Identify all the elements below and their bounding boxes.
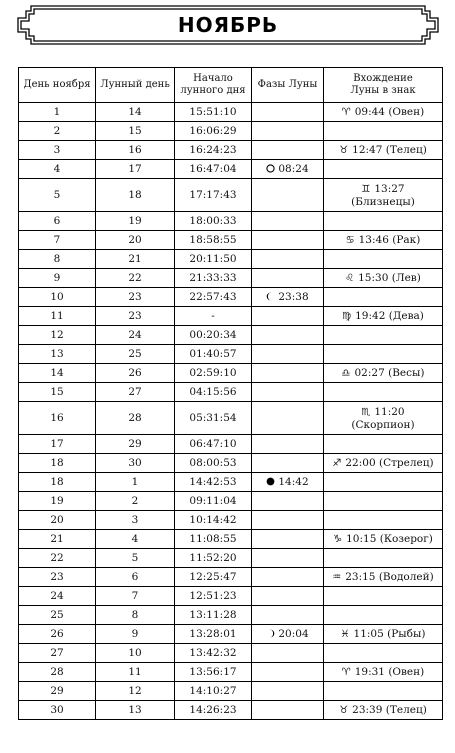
cell-start-time: 09:11:04 (175, 492, 252, 511)
full-moon-icon (266, 164, 275, 173)
sign-name: (Водолей) (378, 570, 434, 583)
cell-start-time: 13:56:17 (175, 663, 252, 682)
sign-name: (Рак) (392, 233, 421, 246)
cell-start-time: 16:24:23 (175, 141, 252, 160)
cell-day: 7 (19, 231, 96, 250)
cell-day: 4 (19, 160, 96, 179)
cell-day: 14 (19, 364, 96, 383)
cell-day: 15 (19, 383, 96, 402)
cell-lunar-day: 1 (96, 473, 175, 492)
table-row (19, 179, 443, 212)
cell-lunar-day: 17 (96, 160, 175, 179)
cell-start-time: - (175, 307, 252, 326)
cell-day: 8 (19, 250, 96, 269)
cell-lunar-day: 11 (96, 663, 175, 682)
table-row (19, 141, 443, 160)
cell-day: 23 (19, 568, 96, 587)
header-moon-sign (324, 68, 443, 103)
header-row (19, 68, 443, 103)
cell-moon-phase (252, 435, 324, 454)
cell-start-time: 17:17:43 (175, 179, 252, 212)
cell-moon-sign (324, 644, 443, 663)
cell-moon-phase (252, 250, 324, 269)
sign-name: (Скорпион) (351, 418, 415, 431)
cell-moon-sign (324, 103, 443, 122)
sign-entry-time: 11:20 (374, 405, 405, 418)
cell-start-time: 01:40:57 (175, 345, 252, 364)
table-row (19, 511, 443, 530)
zodiac-sign-icon: ♍ (342, 310, 352, 322)
cell-start-time: 13:28:01 (175, 625, 252, 644)
cell-start-time: 15:51:10 (175, 103, 252, 122)
cell-moon-sign (324, 212, 443, 231)
cell-start-time: 12:25:47 (175, 568, 252, 587)
cell-day: 25 (19, 606, 96, 625)
sign-entry-time: 11:05 (353, 627, 384, 640)
zodiac-sign-icon: ♈ (341, 666, 351, 678)
cell-moon-phase (252, 682, 324, 701)
cell-start-time: 10:14:42 (175, 511, 252, 530)
sign-entry-time: 09:44 (354, 105, 385, 118)
cell-moon-phase (252, 364, 324, 383)
cell-day: 2 (19, 122, 96, 141)
zodiac-sign-icon: ♏ (361, 406, 371, 418)
cell-lunar-day: 14 (96, 103, 175, 122)
table-body (19, 103, 443, 720)
cell-day: 13 (19, 345, 96, 364)
cell-lunar-day: 18 (96, 179, 175, 212)
sign-entry-time: 12:47 (352, 143, 383, 156)
cell-start-time: 22:57:43 (175, 288, 252, 307)
sign-name: (Козерог) (379, 532, 433, 545)
table-row (19, 212, 443, 231)
table-row (19, 160, 443, 179)
table-row (19, 288, 443, 307)
cell-lunar-day: 4 (96, 530, 175, 549)
phase-time: 20:04 (278, 628, 309, 640)
cell-day: 1 (19, 103, 96, 122)
header-day: День ноября (19, 68, 96, 103)
cell-start-time: 00:20:34 (175, 326, 252, 345)
cell-moon-phase (252, 492, 324, 511)
cell-start-time: 21:33:33 (175, 269, 252, 288)
cell-lunar-day: 5 (96, 549, 175, 568)
sign-name: (Телец) (385, 703, 427, 716)
cell-lunar-day: 22 (96, 269, 175, 288)
cell-lunar-day: 19 (96, 212, 175, 231)
cell-day: 19 (19, 492, 96, 511)
sign-entry-time: 10:15 (346, 532, 377, 545)
cell-start-time: 14:26:23 (175, 701, 252, 720)
table-row (19, 454, 443, 473)
cell-lunar-day: 23 (96, 288, 175, 307)
table-row (19, 663, 443, 682)
cell-moon-phase (252, 160, 324, 179)
cell-day: 20 (19, 511, 96, 530)
zodiac-sign-icon: ♎ (341, 367, 351, 379)
sign-entry-time: 13:27 (374, 182, 405, 195)
cell-start-time: 12:51:23 (175, 587, 252, 606)
zodiac-sign-icon: ♈ (341, 106, 351, 118)
cell-moon-phase (252, 701, 324, 720)
cell-moon-sign (324, 492, 443, 511)
cell-lunar-day: 6 (96, 568, 175, 587)
cell-moon-phase (252, 454, 324, 473)
table-row (19, 606, 443, 625)
new-moon-icon (266, 477, 275, 486)
cell-start-time: 02:59:10 (175, 364, 252, 383)
cell-lunar-day: 8 (96, 606, 175, 625)
cell-start-time: 13:42:32 (175, 644, 252, 663)
table-row (19, 364, 443, 383)
cell-lunar-day: 13 (96, 701, 175, 720)
cell-lunar-day: 15 (96, 122, 175, 141)
header-lunar-day: Лунный день (96, 68, 175, 103)
cell-moon-phase (252, 345, 324, 364)
cell-moon-sign (324, 568, 443, 587)
cell-moon-sign (324, 701, 443, 720)
zodiac-sign-icon: ♒ (332, 571, 342, 583)
cell-start-time: 14:10:27 (175, 682, 252, 701)
sign-name: (Лев) (391, 271, 421, 284)
table-row (19, 383, 443, 402)
table-row (19, 530, 443, 549)
cell-moon-phase (252, 141, 324, 160)
title-banner (17, 5, 439, 45)
cell-start-time: 18:58:55 (175, 231, 252, 250)
cell-moon-sign (324, 511, 443, 530)
table-row (19, 549, 443, 568)
cell-start-time: 13:11:28 (175, 606, 252, 625)
cell-moon-sign (324, 288, 443, 307)
table-row (19, 269, 443, 288)
first-quarter-icon (266, 629, 275, 638)
cell-lunar-day: 29 (96, 435, 175, 454)
phase-time: 08:24 (278, 163, 309, 175)
cell-moon-phase (252, 587, 324, 606)
cell-moon-phase (252, 473, 324, 492)
cell-moon-phase (252, 625, 324, 644)
cell-moon-sign (324, 473, 443, 492)
cell-lunar-day: 12 (96, 682, 175, 701)
table-row (19, 103, 443, 122)
cell-start-time: 11:52:20 (175, 549, 252, 568)
cell-moon-sign (324, 364, 443, 383)
cell-lunar-day: 9 (96, 625, 175, 644)
cell-day: 30 (19, 701, 96, 720)
cell-moon-phase (252, 212, 324, 231)
cell-day: 5 (19, 179, 96, 212)
cell-moon-phase (252, 179, 324, 212)
cell-start-time: 16:47:04 (175, 160, 252, 179)
cell-day: 21 (19, 530, 96, 549)
cell-lunar-day: 2 (96, 492, 175, 511)
cell-day: 27 (19, 644, 96, 663)
sign-entry-time: 23:39 (352, 703, 383, 716)
table-row (19, 568, 443, 587)
cell-day: 28 (19, 663, 96, 682)
zodiac-sign-icon: ♐ (332, 457, 342, 469)
sign-name: (Весы) (388, 366, 425, 379)
table-row (19, 644, 443, 663)
cell-day: 3 (19, 141, 96, 160)
phase-time: 14:42 (278, 476, 309, 488)
cell-day: 11 (19, 307, 96, 326)
table-row (19, 326, 443, 345)
header-start-line2: лунного дня (180, 85, 246, 96)
table-row (19, 345, 443, 364)
sign-entry-time: 02:27 (354, 366, 385, 379)
cell-day: 22 (19, 549, 96, 568)
cell-lunar-day: 28 (96, 402, 175, 435)
cell-start-time: 20:11:50 (175, 250, 252, 269)
cell-lunar-day: 30 (96, 454, 175, 473)
cell-moon-sign (324, 682, 443, 701)
cell-lunar-day: 21 (96, 250, 175, 269)
cell-day: 9 (19, 269, 96, 288)
phase-time: 23:38 (278, 291, 309, 303)
table-row (19, 682, 443, 701)
zodiac-sign-icon: ♉ (339, 144, 349, 156)
cell-moon-sign (324, 122, 443, 141)
cell-moon-phase (252, 663, 324, 682)
lunar-calendar-table (18, 67, 443, 720)
cell-moon-sign (324, 179, 443, 212)
sign-name: (Телец) (385, 143, 427, 156)
cell-moon-phase (252, 307, 324, 326)
cell-moon-sign (324, 606, 443, 625)
table-row (19, 122, 443, 141)
last-quarter-icon (266, 292, 275, 301)
cell-moon-phase (252, 231, 324, 250)
sign-entry-time: 22:00 (345, 456, 376, 469)
header-lunar-day-start (175, 68, 252, 103)
table-row (19, 307, 443, 326)
sign-name: (Дева) (388, 309, 424, 322)
cell-moon-phase (252, 402, 324, 435)
cell-day: 12 (19, 326, 96, 345)
table-row (19, 231, 443, 250)
cell-moon-sign (324, 625, 443, 644)
sign-entry-time: 15:30 (358, 271, 389, 284)
cell-lunar-day: 25 (96, 345, 175, 364)
cell-day: 16 (19, 402, 96, 435)
sign-entry-time: 23:15 (345, 570, 376, 583)
cell-start-time: 14:42:53 (175, 473, 252, 492)
zodiac-sign-icon: ♑ (333, 533, 343, 545)
table-row (19, 701, 443, 720)
cell-lunar-day: 26 (96, 364, 175, 383)
cell-moon-sign (324, 307, 443, 326)
sign-name: (Овен) (388, 105, 425, 118)
sign-name: (Рыбы) (387, 627, 426, 640)
cell-moon-phase (252, 530, 324, 549)
cell-lunar-day: 24 (96, 326, 175, 345)
cell-moon-phase (252, 644, 324, 663)
zodiac-sign-icon: ♓ (340, 628, 350, 640)
cell-start-time: 08:00:53 (175, 454, 252, 473)
cell-start-time: 05:31:54 (175, 402, 252, 435)
cell-start-time: 18:00:33 (175, 212, 252, 231)
sign-name: (Стрелец) (378, 456, 434, 469)
cell-lunar-day: 16 (96, 141, 175, 160)
cell-moon-sign (324, 663, 443, 682)
table-row (19, 625, 443, 644)
cell-lunar-day: 27 (96, 383, 175, 402)
cell-moon-sign (324, 231, 443, 250)
cell-day: 17 (19, 435, 96, 454)
cell-lunar-day: 23 (96, 307, 175, 326)
cell-moon-sign (324, 402, 443, 435)
cell-moon-phase (252, 568, 324, 587)
header-moon-phase: Фазы Луны (252, 68, 324, 103)
zodiac-sign-icon: ♋ (345, 234, 355, 246)
cell-day: 6 (19, 212, 96, 231)
cell-moon-sign (324, 454, 443, 473)
cell-moon-sign (324, 435, 443, 454)
sign-entry-time: 19:42 (355, 309, 386, 322)
cell-moon-sign (324, 549, 443, 568)
cell-moon-phase (252, 103, 324, 122)
header-sign-line2: Луны в знак (350, 85, 416, 96)
cell-moon-phase (252, 511, 324, 530)
cell-start-time: 04:15:56 (175, 383, 252, 402)
cell-day: 18 (19, 473, 96, 492)
cell-moon-sign (324, 530, 443, 549)
table-row (19, 473, 443, 492)
table-row (19, 435, 443, 454)
cell-moon-sign (324, 587, 443, 606)
table-row (19, 587, 443, 606)
sign-name: (Близнецы) (351, 195, 415, 208)
cell-moon-phase (252, 269, 324, 288)
cell-moon-phase (252, 122, 324, 141)
cell-moon-sign (324, 383, 443, 402)
cell-moon-sign (324, 141, 443, 160)
cell-moon-phase (252, 383, 324, 402)
cell-day: 29 (19, 682, 96, 701)
sign-entry-time: 19:31 (354, 665, 385, 678)
cell-lunar-day: 7 (96, 587, 175, 606)
cell-moon-phase (252, 549, 324, 568)
cell-moon-phase (252, 326, 324, 345)
zodiac-sign-icon: ♌ (345, 272, 355, 284)
cell-moon-sign (324, 269, 443, 288)
cell-start-time: 16:06:29 (175, 122, 252, 141)
cell-moon-sign (324, 345, 443, 364)
zodiac-sign-icon: ♉ (339, 704, 349, 716)
cell-lunar-day: 20 (96, 231, 175, 250)
cell-start-time: 06:47:10 (175, 435, 252, 454)
cell-day: 18 (19, 454, 96, 473)
cell-moon-sign (324, 160, 443, 179)
cell-lunar-day: 10 (96, 644, 175, 663)
cell-lunar-day: 3 (96, 511, 175, 530)
header-sign-line1: Вхождение (353, 73, 413, 84)
cell-day: 10 (19, 288, 96, 307)
cell-moon-phase (252, 288, 324, 307)
cell-start-time: 11:08:55 (175, 530, 252, 549)
header-start-line1: Начало (193, 73, 233, 84)
table-row (19, 250, 443, 269)
cell-moon-sign (324, 326, 443, 345)
sign-name: (Овен) (388, 665, 425, 678)
table-row (19, 492, 443, 511)
zodiac-sign-icon: ♊ (361, 183, 371, 195)
cell-day: 24 (19, 587, 96, 606)
cell-moon-phase (252, 606, 324, 625)
page-title: НОЯБРЬ (177, 13, 279, 37)
cell-day: 26 (19, 625, 96, 644)
sign-entry-time: 13:46 (358, 233, 389, 246)
cell-moon-sign (324, 250, 443, 269)
table-row (19, 402, 443, 435)
